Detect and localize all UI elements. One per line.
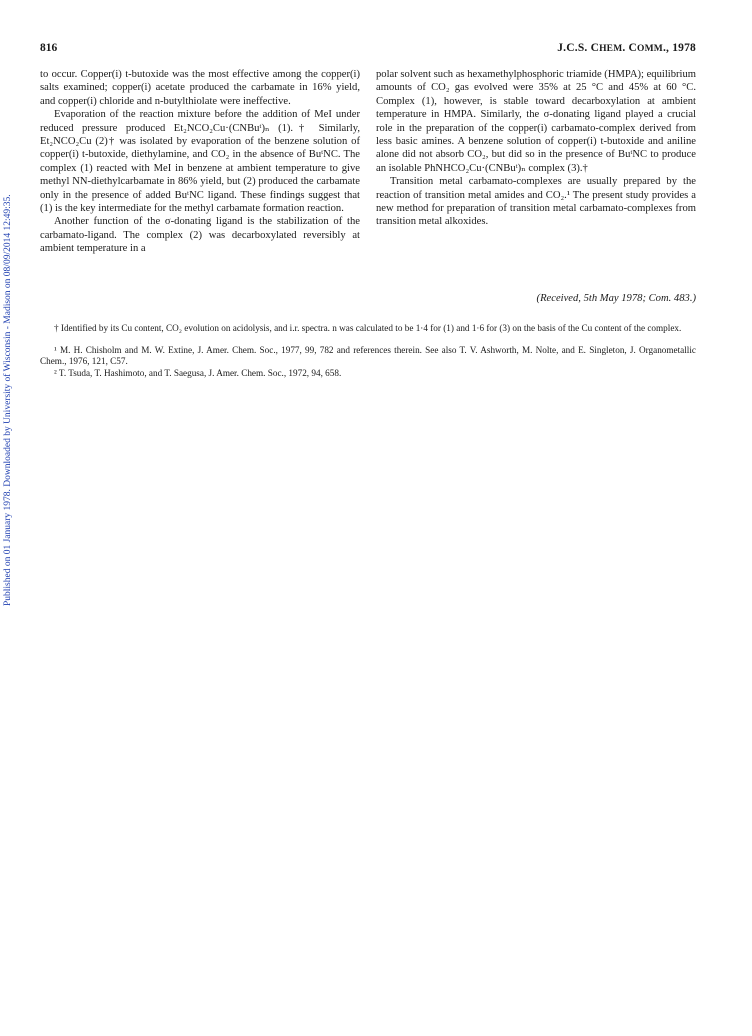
right-column: [376, 68, 696, 229]
left-column: [40, 68, 360, 256]
paragraph: Another function of the σ-donating ligand is the stabilization of the carbamato-ligand. The complex (2) was decarboxylated reversibly at ambient temperature in a: [40, 216, 360, 255]
paragraph: Evaporation of the reaction mixture before the addition of MeI under reduced pressure produced Et₂NCO₂Cu·(CNBuᵗ)ₙ (1).† Similarly, Et₂NCO₂Cu (2)† was isolated by evaporation of the benzene solution of copper(i) t-butoxide, diethylamine, and CO₂ in the absence of BuᵗNC. The complex (1) reacted with MeI in benzene at ambient temperature to give methyl NN-diethylcarbamate in 86% yield, but (2) produced the carbamate only in the presence of added BuᵗNC ligand. These findings suggest that (1) is the key intermediate for the methyl carbamate formation reaction.: [40, 109, 360, 215]
journal-name: J.C.S. CHEM. COMM., 1978: [557, 42, 696, 54]
received-date: (Received, 5th May 1978; Com. 483.): [536, 293, 696, 304]
page-number: 816: [40, 42, 58, 54]
reference-2: ² T. Tsuda, T. Hashimoto, and T. Saegusa, J. Amer. Chem. Soc., 1972, 94, 658.: [54, 367, 342, 378]
running-header: [40, 42, 696, 58]
paragraph: to occur. Copper(i) t-butoxide was the most effective among the copper(i) salts examined; copper(i) acetate produced the carbamate in 16% yield, and copper(i) chloride and n-butylthiolate were ineffective.: [40, 69, 360, 107]
paragraph: polar solvent such as hexamethylphosphoric triamide (HMPA); equilibrium amounts of CO₂ gas evolved were 35% at 25 °C and 45% at 60 °C. Complex (1), however, is stable toward decarboxylation at ambient temperature in HMPA. Similarly, the σ-donating ligand played a crucial role in the preparation of the copper(i) carbamato-complex derived from less basic amines. A benzene solution of copper(i) t-butoxide and aniline alone did not absorb CO₂, but did so in the presence of BuᵗNC to produce an isolable PhNHCO₂Cu·(CNBuᵗ)ₙ complex (3).†: [376, 69, 697, 174]
download-watermark: Published on 01 January 1978. Downloaded by University of Wisconsin - Madison on 08/09/2014 12:49:35.: [3, 194, 13, 606]
reference-1: ¹ M. H. Chisholm and M. W. Extine, J. Amer. Chem. Soc., 1977, 99, 782 and references therein. See also T. V. Ashworth, M. Nolte, and E. Singleton, J. Organometallic Chem., 1976, 121, C57.: [40, 344, 696, 367]
footnote: † Identified by its Cu content, CO₂ evolution on acidolysis, and i.r. spectra. n was calculated to be 1·4 for (1) and 1·6 for (3) on the basis of the Cu content of the complex.: [54, 323, 682, 333]
paragraph: Transition metal carbamato-complexes are usually prepared by the reaction of transition metal amides and CO₂.¹ The present study provides a new method for preparation of transition metal carbamato-complexes from transition metal alkoxides.: [376, 176, 696, 228]
footnotes: [40, 323, 696, 379]
